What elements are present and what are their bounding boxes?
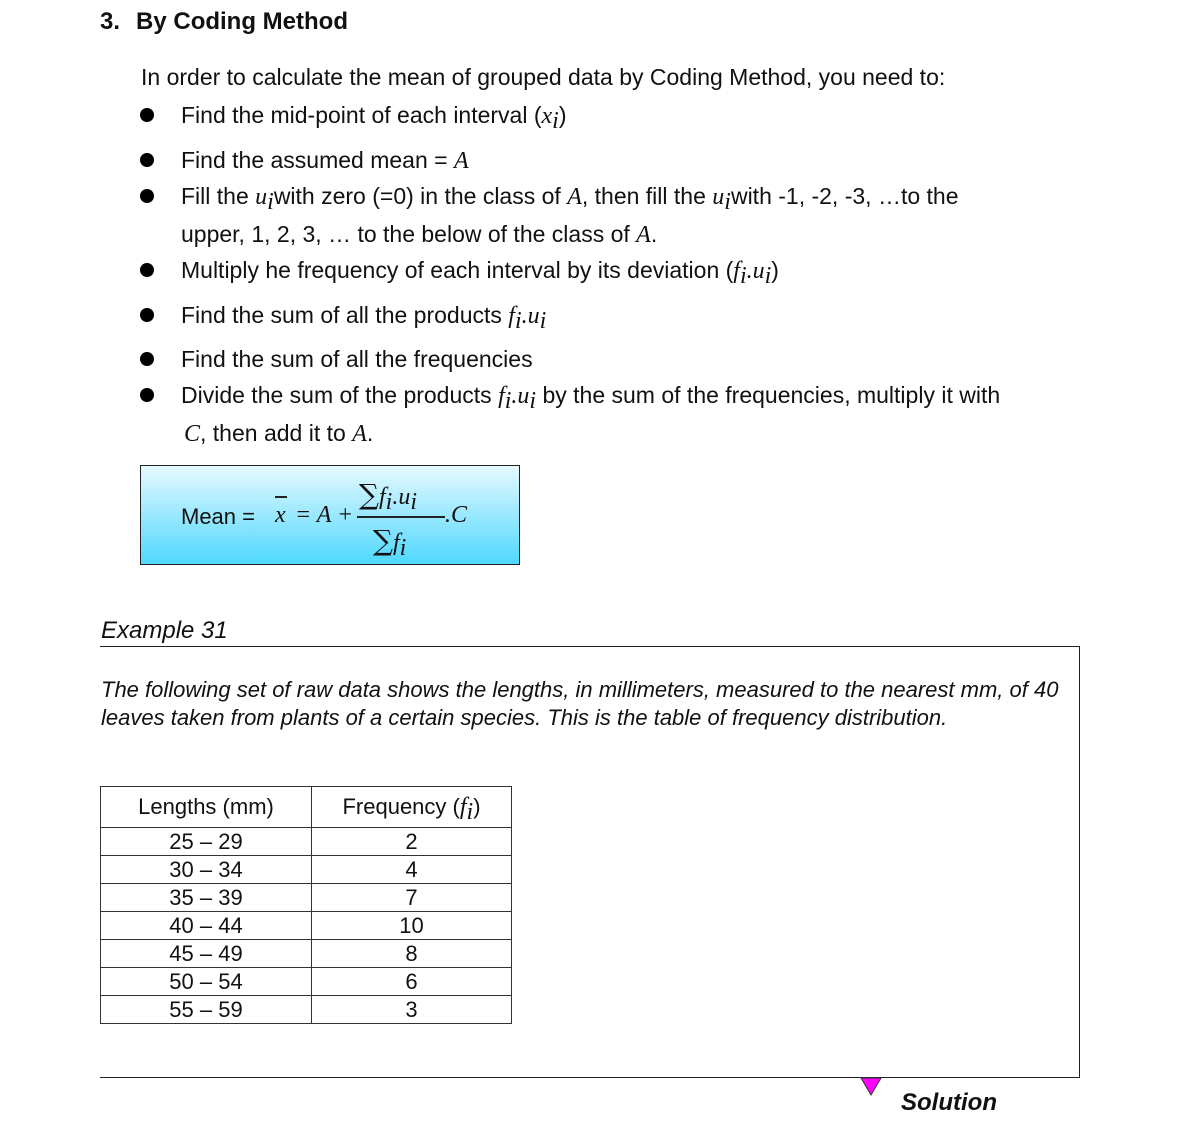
- bullet-dot: [140, 263, 154, 277]
- formula-xbar: x: [275, 502, 286, 528]
- length-cell: 55 – 59: [101, 996, 312, 1024]
- frequency-cell: 6: [312, 968, 512, 996]
- formula-label: Mean =: [181, 504, 255, 529]
- bullet-7-text-line2: C, then add it to A.: [184, 420, 374, 447]
- length-cell: 30 – 34: [101, 856, 312, 884]
- table-row: [101, 828, 512, 856]
- table-row: [101, 856, 512, 884]
- section-title: By Coding Method: [136, 8, 348, 35]
- solution-link[interactable]: Solution: [901, 1089, 997, 1116]
- intro-text: In order to calculate the mean of grouped data by Coding Method, you need to:: [141, 64, 946, 90]
- bullet-dot: [140, 388, 154, 402]
- length-cell: 50 – 54: [101, 968, 312, 996]
- bullet-dot: [140, 153, 154, 167]
- table-row: [101, 968, 512, 996]
- table-row: [101, 912, 512, 940]
- fraction-line: [357, 516, 445, 518]
- length-cell: 45 – 49: [101, 940, 312, 968]
- table-row: [101, 940, 512, 968]
- col-header-frequency: Frequency $(f_i)$: [312, 787, 512, 828]
- length-cell: 25 – 29: [101, 828, 312, 856]
- frequency-cell: 2: [312, 828, 512, 856]
- bullet-dot: [140, 352, 154, 366]
- table-row: [101, 996, 512, 1024]
- x-bar-line: [275, 496, 287, 498]
- frequency-cell: 7: [312, 884, 512, 912]
- solution-triangle-icon[interactable]: [860, 1077, 882, 1097]
- frequency-cell: 10: [312, 912, 512, 940]
- triangle-shape: [861, 1078, 881, 1095]
- bullet-dot: [140, 189, 154, 203]
- bullet-7-text: Divide the sum of the products $f_i.u_i$ by the sum of the frequencies, multiply it with: [181, 382, 1001, 414]
- section-heading: [100, 8, 348, 36]
- bullet-6-text: Find the sum of all the frequencies: [181, 346, 533, 372]
- frequency-cell: 3: [312, 996, 512, 1024]
- formula-denominator: $\sum f_i$: [373, 524, 407, 561]
- formula-eq: = A +: [295, 502, 354, 528]
- frequency-cell: 8: [312, 940, 512, 968]
- bullet-4-text: Multiply he frequency of each interval by its deviation $(f_i.u_i)$: [181, 257, 779, 289]
- bullet-1-text: Find the mid-point of each interval $(x_i)$: [181, 102, 567, 134]
- example-title: Example 31: [101, 617, 228, 644]
- formula-dot-c: .C: [445, 502, 468, 528]
- bullet-3-text-line2: upper, 1, 2, 3, … to the below of the class of A.: [181, 221, 658, 248]
- table-row: [101, 884, 512, 912]
- bullet-2-text: Find the assumed mean = A: [181, 147, 469, 174]
- example-text: The following set of raw data shows the lengths, in millimeters, measured to the nearest mm, of 40 leaves taken from plants of a certain species. This is the table of frequency distribution.: [101, 677, 1059, 730]
- bullet-dot: [140, 108, 154, 122]
- section-number: 3.: [100, 8, 121, 35]
- bullet-5-text: Find the sum of all the products $f_i.u_i$: [181, 302, 547, 334]
- mean-formula-box: [140, 465, 520, 565]
- length-cell: 40 – 44: [101, 912, 312, 940]
- table-header-row: [101, 787, 512, 828]
- frequency-cell: 4: [312, 856, 512, 884]
- col-header-lengths: Lengths (mm): [101, 787, 312, 828]
- length-cell: 35 – 39: [101, 884, 312, 912]
- formula-numerator: $\sum f_i.u_i$: [359, 478, 418, 515]
- bullet-dot: [140, 308, 154, 322]
- bullet-3-text: Fill the $u_iwith$ zero (=0) in the class of A, then fill the $u_iwith$ -1, -2, -3, …to the: [181, 183, 959, 215]
- frequency-table: [100, 786, 512, 1024]
